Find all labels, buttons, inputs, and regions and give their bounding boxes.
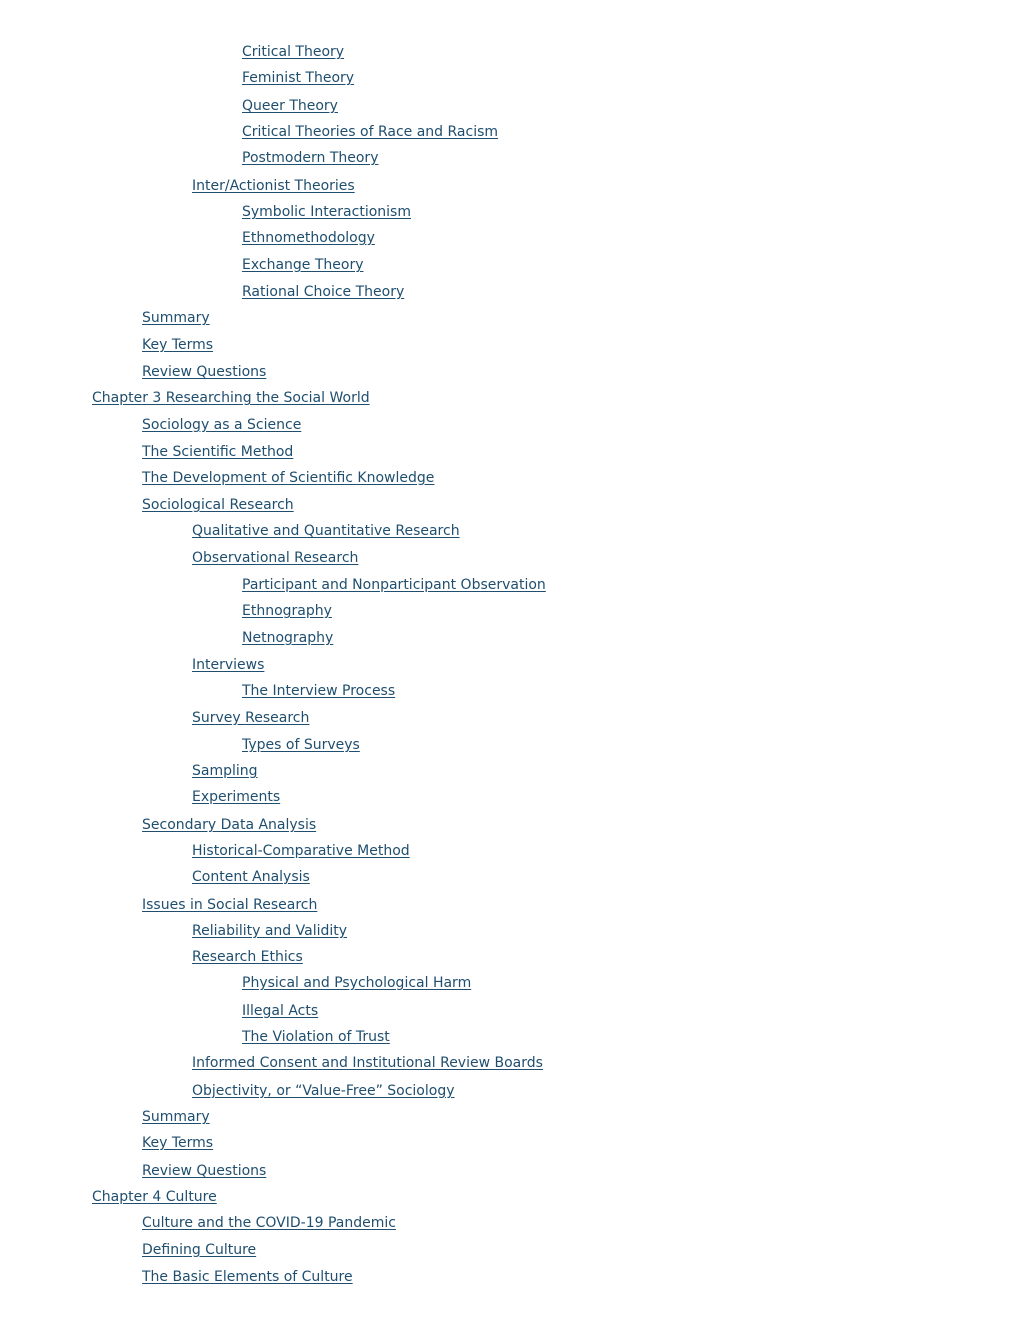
toc-section-link-interviews[interactable]: Interviews	[192, 657, 265, 673]
toc-section-link-sociology-as-a-science[interactable]: Sociology as a Science	[142, 417, 302, 433]
toc-section-link-exchange-theory[interactable]: Exchange Theory	[242, 257, 364, 273]
toc-section-link-rational-choice-theory[interactable]: Rational Choice Theory	[242, 284, 405, 300]
toc-section-link-secondary-data-analysis[interactable]: Secondary Data Analysis	[142, 817, 317, 833]
toc-chapter-link-chapter-4-culture[interactable]: Chapter 4 Culture	[92, 1189, 217, 1205]
toc-section-link-review-questions[interactable]: Review Questions	[142, 1163, 267, 1179]
toc-section-link-the-development-of-scientific-knowledge[interactable]: The Development of Scientific Knowledge	[142, 470, 435, 486]
toc-section-link-objectivity-or-value-free-sociology[interactable]: Objectivity, or “Value-Free” Sociology	[192, 1083, 455, 1099]
toc-section-link-inter-actionist-theories[interactable]: Inter/Actionist Theories	[192, 178, 355, 194]
toc-section-link-observational-research[interactable]: Observational Research	[192, 550, 359, 566]
toc-section-link-historical-comparative-method[interactable]: Historical-Comparative Method	[192, 843, 410, 859]
toc-section-link-defining-culture[interactable]: Defining Culture	[142, 1242, 257, 1258]
toc-section-link-participant-and-nonparticipant-observation[interactable]: Participant and Nonparticipant Observation	[242, 577, 546, 593]
toc-section-link-content-analysis[interactable]: Content Analysis	[192, 869, 310, 885]
toc-section-link-ethnomethodology[interactable]: Ethnomethodology	[242, 230, 375, 246]
toc-section-link-culture-and-the-covid-19-pandemic[interactable]: Culture and the COVID-19 Pandemic	[142, 1215, 396, 1231]
toc-section-link-key-terms[interactable]: Key Terms	[142, 337, 214, 353]
toc-section-link-illegal-acts[interactable]: Illegal Acts	[242, 1003, 319, 1019]
toc-section-link-experiments[interactable]: Experiments	[192, 789, 281, 805]
toc-section-link-the-scientific-method[interactable]: The Scientific Method	[142, 444, 294, 460]
toc-section-link-review-questions[interactable]: Review Questions	[142, 364, 267, 380]
toc-section-link-the-basic-elements-of-culture[interactable]: The Basic Elements of Culture	[142, 1269, 353, 1285]
toc-section-link-critical-theory[interactable]: Critical Theory	[242, 44, 345, 60]
toc-section-link-summary[interactable]: Summary	[142, 1109, 210, 1125]
toc-chapter-link-chapter-3-researching-the-social-world[interactable]: Chapter 3 Researching the Social World	[92, 390, 370, 406]
toc-section-link-critical-theories-of-race-and-racism[interactable]: Critical Theories of Race and Racism	[242, 124, 499, 140]
toc-section-link-informed-consent-and-institutional-review-boards[interactable]: Informed Consent and Institutional Review Boards	[192, 1055, 543, 1071]
toc-section-link-summary[interactable]: Summary	[142, 310, 210, 326]
toc-section-link-postmodern-theory[interactable]: Postmodern Theory	[242, 150, 379, 166]
toc-section-link-research-ethics[interactable]: Research Ethics	[192, 949, 303, 965]
toc-section-link-the-violation-of-trust[interactable]: The Violation of Trust	[242, 1029, 390, 1045]
toc-section-link-issues-in-social-research[interactable]: Issues in Social Research	[142, 897, 318, 913]
toc-section-link-qualitative-and-quantitative-research[interactable]: Qualitative and Quantitative Research	[192, 523, 460, 539]
toc-section-link-queer-theory[interactable]: Queer Theory	[242, 98, 338, 114]
toc-section-link-sampling[interactable]: Sampling	[192, 763, 258, 779]
toc-section-link-types-of-surveys[interactable]: Types of Surveys	[242, 737, 360, 753]
toc-section-link-the-interview-process[interactable]: The Interview Process	[242, 683, 396, 699]
toc-section-link-key-terms[interactable]: Key Terms	[142, 1135, 214, 1151]
toc-section-link-reliability-and-validity[interactable]: Reliability and Validity	[192, 923, 348, 939]
toc-section-link-netnography[interactable]: Netnography	[242, 630, 334, 646]
toc-section-link-sociological-research[interactable]: Sociological Research	[142, 497, 294, 513]
toc-section-link-physical-and-psychological-harm[interactable]: Physical and Psychological Harm	[242, 975, 472, 991]
toc-section-link-symbolic-interactionism[interactable]: Symbolic Interactionism	[242, 204, 411, 220]
toc-section-link-feminist-theory[interactable]: Feminist Theory	[242, 70, 355, 86]
toc-section-link-survey-research[interactable]: Survey Research	[192, 710, 310, 726]
toc-section-link-ethnography[interactable]: Ethnography	[242, 603, 332, 619]
